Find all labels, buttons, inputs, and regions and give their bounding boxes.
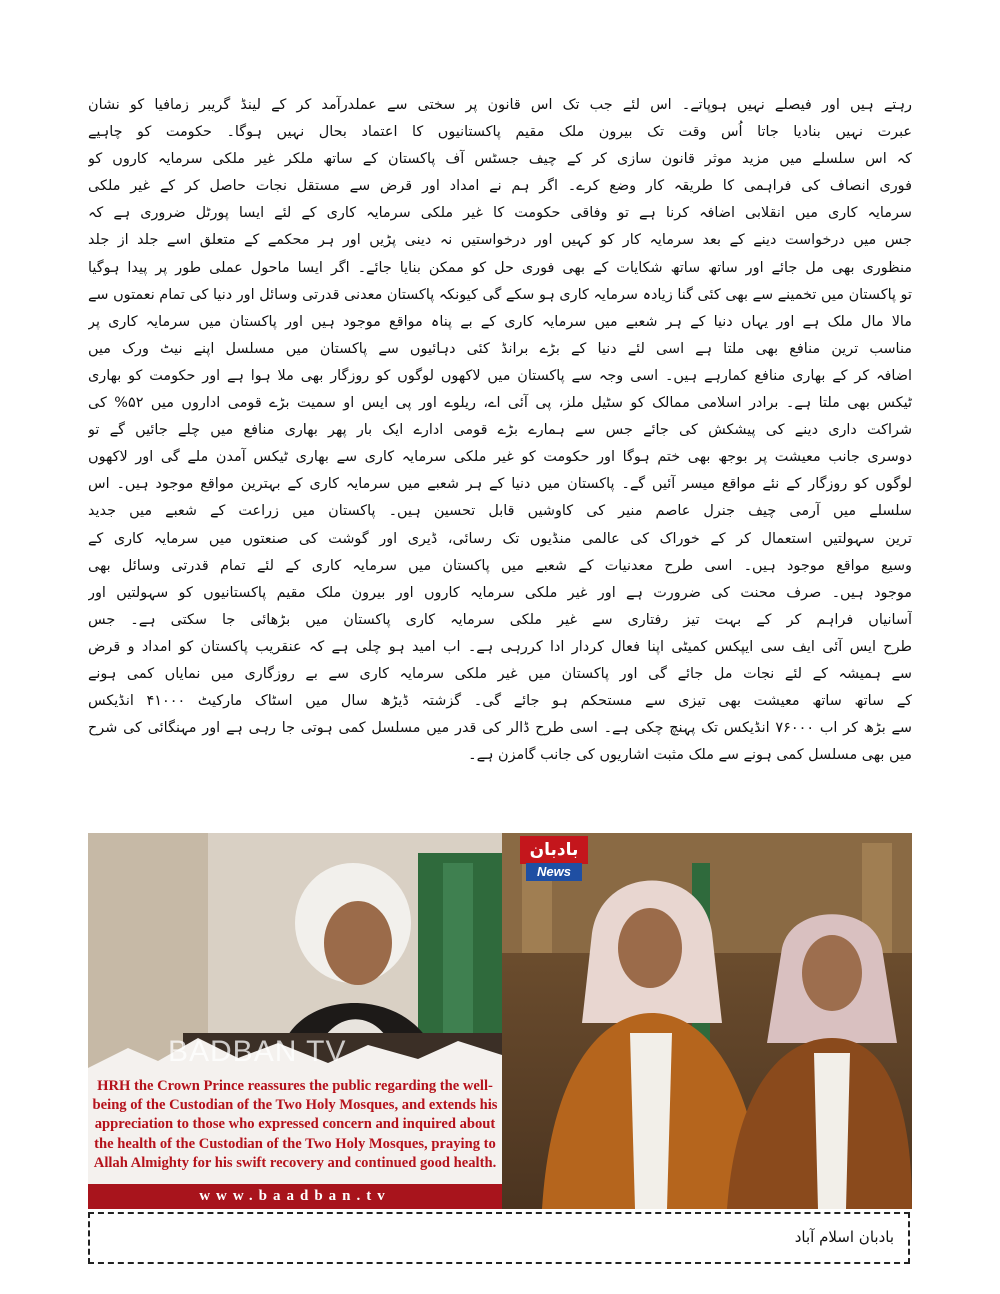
logo-urdu-text: بادبان xyxy=(520,836,588,864)
crown-prince-photo xyxy=(88,833,502,1209)
article-line: وسیع مواقع موجود ہیں۔ اسی طرح معدنیات کے شعبے میں پاکستان میں سرمایہ کاری کے لئے تمام قدرتی وسائل بھی xyxy=(88,557,912,574)
article-line: سے بڑھ کر اب ۷۶۰۰۰ انڈیکس تک پہنچ چکی ہے۔ اسی طرح ڈالر کی قدر میں مسلسل کمی ہوتی جا رہی ہے اور مہنگائی کی شرح xyxy=(88,720,912,737)
article-line: آسانیاں فراہم کر کے بہت تیز رفتاری سے غیر ملکی سرمایہ کاری پاکستان میں بڑھائی جا سکتی ہے۔ جس xyxy=(88,611,912,628)
article-body xyxy=(88,92,912,769)
photo-caption: HRH the Crown Prince reassures the public regarding the well-being of the Custodian of the Two Holy Mosques, and extends his appreciation to those who expressed concern and inquired about the health of the Custodian of the Two Holy Mosques, praying to Allah Almighty for his swift recovery and continued good health. xyxy=(92,1078,498,1171)
article-line: لوگوں کو روزگار کے نئے مواقع میسر آئیں گے۔ پاکستان میں دنیا کے ہر شعبے میں سرمایہ کاری کے بہترین مواقع موجود ہیں۔ اس xyxy=(88,476,912,493)
article-line: رہتے ہیں اور فیصلے نہیں ہوپاتے۔ اس لئے جب تک اس قانون پر سختی سے عملدرآمد کر کے لینڈ گریبر زمافیا کو نشان xyxy=(88,97,912,113)
article-line: تو پاکستان میں تخمینے سے بھی کئی گنا زیادہ سرمایہ کاری ہو سکے گی کیونکہ پاکستان معدنی قدرتی وسائل اور دنیا کی تمام نعمتوں سے xyxy=(88,286,912,303)
article-line: شراکت داری دینے کی پیشکش کی جائے جس سے ہمارے بڑے قومی ادارے ایک بار پھر بھاری منافع میں چلے جائیں گے تو xyxy=(88,422,912,439)
article-line: میں بھی مسلسل کمی ہونے سے ملک مثبت اشاریوں کی جانب گامزن ہے۔ xyxy=(468,747,912,764)
article-line: کے ساتھ ساتھ معیشت بھی تیزی سے مستحکم ہو جائے گی۔ گزشتہ ڈیڑھ سال میں اسٹاک مارکیٹ ۴۱۰۰۰ انڈیکس xyxy=(88,693,912,710)
article-line: سے ہمیشہ کے لئے نجات مل جائے گی اور پاکستان میں غیر ملکی سرمایہ کاری سے بے روزگاری میں نمایاں کمی ہونے xyxy=(88,665,912,682)
article-line: دوسری جانب معیشت پر بوجھ بھی ختم ہوگا اور حکومت کو غیر ملکی سرمایہ کاری سے بھاری ٹیکس آمدن ملے گی اور لاکھوں xyxy=(88,449,912,466)
article-line: کہ اس سلسلے میں مزید موثر قانون سازی کر کے چیف جسٹس آف پاکستان کے ساتھ ملکر غیر ملکی سرمایہ کاروں کو xyxy=(88,151,912,168)
article-line: منظوری بھی مل جائے اور ساتھ ساتھ شکایات کے بھی فوری حل کو ممکن بنایا جائے۔ اگر ایسا ماحول عملی طور پر پیدا ہوگیا xyxy=(88,259,912,276)
article-line: موجود ہیں۔ صرف محنت کی ضرورت ہے اور غیر ملکی سرمایہ کاروں اور بیرون ملک مقیم پاکستانیوں کو سہولتیں اور xyxy=(88,584,912,601)
watermark-text: BADBAN TV xyxy=(168,1035,347,1068)
article-line: فوری انصاف کی فراہمی کا طریقہ کار وضع کرے۔ اگر ہم نے امداد اور قرض سے مستقل نجات حاصل کر کے غیر ملکی xyxy=(88,178,912,195)
article-line: ٹیکس بھی ملتا ہے۔ برادر اسلامی ممالک کو سٹیل ملز، پی آئی اے، ریلوے اور پی ایس او سمیت بڑے قومی اداروں میں ۵۲% کی xyxy=(88,395,912,412)
article-line: مالا مال ملک ہے اور یہاں دنیا کے ہر شعبے میں سرمایہ کاری کے بے پناہ مواقع موجود ہیں اور پاکستان میں سرمایہ کاری پر xyxy=(88,313,912,330)
article-line: سرمایہ کاری میں انقلابی اضافہ کرنا ہے تو وفاقی حکومت کا غیر ملکی سرمایہ کاری کے لئے ایسا پورٹل ضروری ہے کہ xyxy=(88,205,912,222)
article-line: مناسب ترین منافع بھی ملتا ہے اسی لئے دنیا کے بڑے برانڈ کئی دہائیوں سے پاکستان میں مسلسل اپنے نیٹ ورک میں xyxy=(88,340,912,357)
article-line: عبرت نہیں بنادیا جاتا اُس وقت تک بیرون ملک مقیم پاکستانیوں کا اعتماد بحال نہیں ہوگا۔ حکومت کو چاہیے xyxy=(88,124,912,141)
article-line: جس میں درخواست دینے کے بعد سرمایہ کار کو کہیں اور درخواستیں نہ دینی پڑیں اور ہر محکمے کے متعلق اسے جلد از جلد xyxy=(88,232,912,249)
article-line: طرح ایس آئی ایف سی ایپکس کمیٹی اپنا فعال کردار ادا کررہی ہے۔ اب امید ہو چلی ہے کہ عنقریب پاکستان کو امداد و قرض xyxy=(88,638,912,655)
article-line: اضافہ کر کے بھاری منافع کمارہے ہیں۔ اسی وجہ سے پاکستان میں لاکھوں لوگوں کو روزگار بھی ملا ہوا ہے اور حکومت کو بھاری xyxy=(88,367,912,384)
article-line: سلسلے میں آرمی چیف جنرل عاصم منیر کی کاوشیں قابل تحسین ہیں۔ پاکستان میں زراعت کے شعبے میں جدید xyxy=(88,503,912,520)
footer-box xyxy=(88,1212,910,1264)
footer-publication-name: بادبان اسلام آباد xyxy=(794,1228,894,1246)
website-bar: www.baadban.tv xyxy=(88,1184,502,1209)
news-image xyxy=(88,833,912,1209)
badban-news-logo xyxy=(520,836,588,882)
logo-news-text: News xyxy=(526,863,582,881)
article-line: ترین سہولتیں استعمال کر کے خوراک کی عالمی منڈیوں تک رسائی، ڈیری اور گوشت کی صنعتوں میں سرمایہ کاری کے xyxy=(88,530,912,547)
royal-portrait-photo xyxy=(502,833,912,1209)
